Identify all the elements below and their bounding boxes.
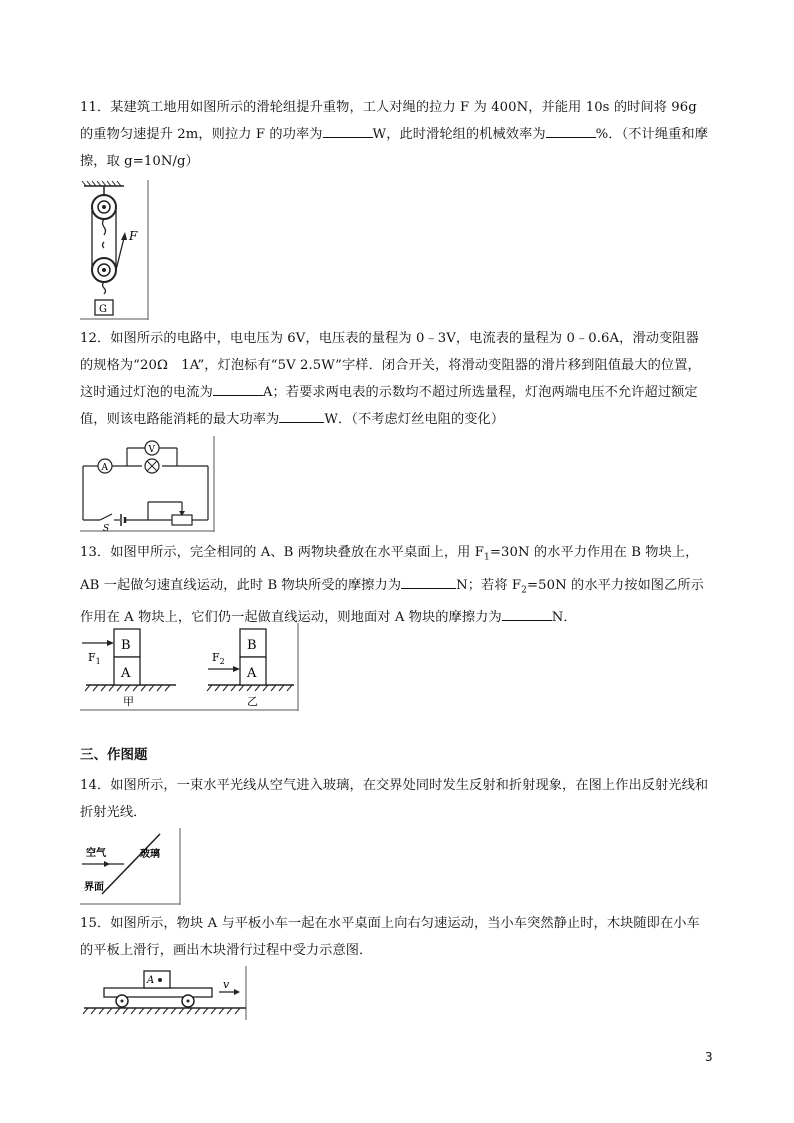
q12-blank-current xyxy=(213,381,263,396)
light-refraction-figure xyxy=(80,828,182,905)
q13-sub2: 2 xyxy=(521,585,527,596)
q12-blank-power xyxy=(279,408,324,423)
q13-part2b: =50N 的水平力按如图乙所示作用在 A 物块上，它们仍一起做直线运动，则地面对 A 物块的摩擦力为 xyxy=(80,577,704,626)
q11-part3: %．（不计绳重和摩擦，取 g=10N/g） xyxy=(80,127,708,169)
block-a-left-label: A xyxy=(121,666,131,681)
block-a-right-label: A xyxy=(247,666,257,681)
q12-part3: W．（不考虑灯丝电阻的变化） xyxy=(324,412,505,427)
q13-part1b: =30N 的水平力作用在 B 物块上，AB 一起做匀速直线运动，此时 B 物块所受的摩擦力为 xyxy=(80,545,699,593)
page-number: 3 xyxy=(705,1050,713,1064)
section-3-title: 三、作图题 xyxy=(80,747,148,763)
q13-part1: 13．如图甲所示，完全相同的 A、B 两物块叠放在水平桌面上，用 F xyxy=(80,545,484,560)
force-f1-label: $F_1$ xyxy=(88,651,101,666)
q13-part2: N；若将 F xyxy=(456,577,522,593)
question-14-text xyxy=(80,772,712,826)
block-a-label: A xyxy=(147,975,155,986)
ammeter-label: A xyxy=(101,463,108,473)
q15-text: 15．如图所示，物块 A 与平板小车一起在水平桌面上向右匀速运动，当小车突然静止时，木块随即在小车的平板上滑行，画出木块滑行过程中受力示意图． xyxy=(80,916,700,958)
interface-label: 界面 xyxy=(84,882,104,893)
question-12-text xyxy=(80,325,712,433)
q11-blank-power xyxy=(323,123,373,138)
question-13-text xyxy=(80,539,712,631)
blocks-figure xyxy=(80,623,300,711)
pulley-weight-label: G xyxy=(99,304,107,315)
cart-figure xyxy=(80,966,248,1020)
voltmeter-label: V xyxy=(148,445,155,455)
block-b-left-label: B xyxy=(121,638,131,653)
force-f2-label: $F_2$ xyxy=(212,651,225,666)
q11-part2: W，此时滑轮组的机械效率为 xyxy=(372,127,546,142)
q11-part1: 11．某建筑工地用如图所示的滑轮组提升重物，工人对绳的拉力 F 为 400N，并能用 10s 的时间将 96g 的重物匀速提升 2m，则拉力 F 的功率为 xyxy=(80,100,697,142)
question-15-text xyxy=(80,910,712,964)
switch-label: S xyxy=(103,524,110,532)
q14-text: 14．如图所示，一束水平光线从空气进入玻璃，在交界处同时发生反射和折射现象，在图上作出反射光线和折射光线． xyxy=(80,778,709,820)
pulley-system-figure xyxy=(80,180,150,320)
air-label: 空气 xyxy=(86,848,106,859)
velocity-label: v xyxy=(223,978,230,991)
q13-blank-friction-a xyxy=(502,606,552,621)
circuit-figure xyxy=(80,436,216,532)
q12-part2: A；若要求两电表的示数均不超过所选量程，灯泡两端电压不允许超过额定值，则该电路能消耗的最大功率为 xyxy=(80,385,698,427)
figure-jia-label: 甲 xyxy=(123,695,134,708)
pulley-force-label: F xyxy=(129,229,138,243)
q13-sub1: 1 xyxy=(484,552,490,563)
q11-blank-efficiency xyxy=(546,123,596,138)
figure-yi-label: 乙 xyxy=(247,695,258,708)
q13-part3: N． xyxy=(551,610,577,626)
glass-label: 玻璃 xyxy=(140,849,160,860)
q12-part1: 12．如图所示的电路中，电电压为 6V，电压表的量程为 0﹣3V，电流表的量程为 0﹣0.6A，滑动变阻器的规格为“20Ω 1A”，灯泡标有“5V 2.5W”字样．闭合开关，将滑动变阻器的滑片移到阻值最大的位置，这时通过灯泡的电流为 xyxy=(80,331,701,400)
q13-blank-friction-b xyxy=(401,574,456,589)
block-b-right-label: B xyxy=(247,638,257,653)
question-11-text xyxy=(80,94,712,175)
